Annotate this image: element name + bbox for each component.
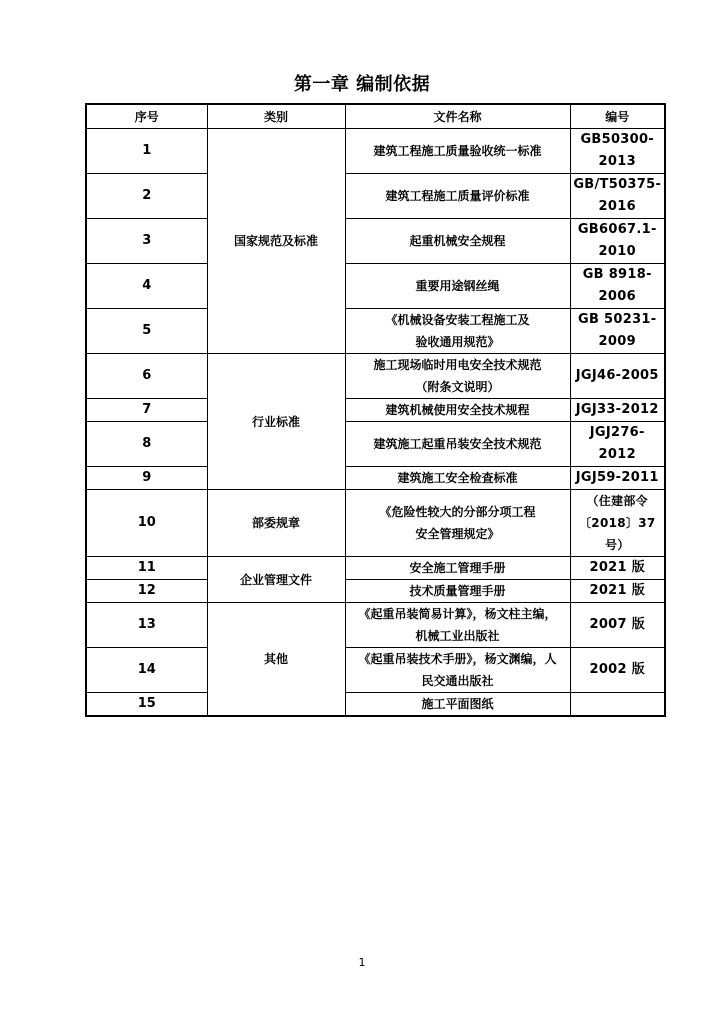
code-line: （住建部令	[586, 494, 648, 508]
doc-name-cell	[345, 309, 570, 354]
code-line: GB50300-	[580, 132, 655, 147]
code-line: JGJ276-2012	[589, 425, 645, 462]
table-row	[86, 422, 665, 467]
doc-name-line: 安全施工管理手册	[409, 561, 506, 575]
code-cell	[570, 219, 665, 264]
code-line: JGJ59-2011	[575, 470, 659, 485]
code-line: 2009	[598, 334, 636, 349]
row-number: 9	[86, 467, 207, 490]
table-row	[86, 264, 665, 309]
code-cell	[570, 467, 665, 490]
doc-name-cell	[345, 467, 570, 490]
table-row	[86, 174, 665, 219]
code-cell	[570, 693, 665, 717]
doc-name-line: 验收通用规范》	[415, 335, 500, 349]
code-cell	[570, 309, 665, 354]
category-cell: 行业标准	[207, 354, 345, 490]
code-line: GB6067.1-	[577, 222, 657, 237]
doc-name-line: 起重机械安全规程	[409, 234, 506, 248]
doc-name-line: 建筑施工起重吊装安全技术规范	[373, 437, 542, 451]
code-line: 〔2018〕37 号）	[579, 516, 656, 552]
row-number: 14	[86, 648, 207, 693]
row-number: 8	[86, 422, 207, 467]
doc-name-line: 施工现场临时用电安全技术规范	[373, 358, 542, 372]
category-cell: 企业管理文件	[207, 557, 345, 603]
doc-name-line: 建筑工程施工质量验收统一标准	[373, 144, 542, 158]
doc-name-line: 建筑工程施工质量评价标准	[385, 189, 530, 203]
code-cell	[570, 490, 665, 557]
code-cell	[570, 174, 665, 219]
table-row	[86, 580, 665, 603]
code-line: 2007 版	[589, 617, 645, 632]
doc-name-cell	[345, 693, 570, 717]
row-number: 15	[86, 693, 207, 717]
table-row	[86, 219, 665, 264]
doc-name-line: 安全管理规定》	[415, 527, 500, 541]
code-line: GB/T50375-	[573, 177, 662, 192]
doc-name-cell	[345, 422, 570, 467]
row-number: 13	[86, 603, 207, 648]
doc-name-line: 《机械设备安装工程施工及	[385, 313, 530, 327]
table-row	[86, 557, 665, 580]
row-number: 7	[86, 399, 207, 422]
doc-name-cell	[345, 557, 570, 580]
table-row	[86, 467, 665, 490]
doc-name-line: 建筑施工安全检查标准	[397, 471, 518, 485]
doc-name-line: 技术质量管理手册	[409, 584, 506, 598]
code-cell	[570, 603, 665, 648]
row-number: 12	[86, 580, 207, 603]
table-row	[86, 129, 665, 174]
code-cell	[570, 354, 665, 399]
code-line: 2013	[598, 154, 636, 169]
doc-name-line: 《起重吊装简易计算》，杨文柱主编，	[358, 607, 557, 621]
row-number: 11	[86, 557, 207, 580]
table-row	[86, 309, 665, 354]
code-cell	[570, 422, 665, 467]
table-row	[86, 399, 665, 422]
doc-name-line: （附条文说明）	[415, 380, 500, 394]
code-line: 2010	[598, 244, 636, 259]
code-cell	[570, 129, 665, 174]
code-line: 2002 版	[589, 662, 645, 677]
doc-name-cell	[345, 264, 570, 309]
code-line: JGJ33-2012	[575, 402, 659, 417]
code-line: 2021 版	[589, 560, 645, 575]
code-cell	[570, 557, 665, 580]
row-number: 4	[86, 264, 207, 309]
code-cell	[570, 264, 665, 309]
doc-name-cell	[345, 648, 570, 693]
doc-name-line: 施工平面图纸	[421, 697, 494, 711]
basis-table	[85, 103, 666, 717]
doc-name-cell	[345, 399, 570, 422]
doc-name-cell	[345, 219, 570, 264]
chapter-title: 第一章 编制依据	[293, 74, 431, 95]
page-number: 1	[358, 956, 366, 969]
table-row	[86, 603, 665, 648]
code-line: 2021 版	[589, 583, 645, 598]
header-doc-name: 文件名称	[345, 104, 570, 129]
code-line: 2016	[598, 199, 636, 214]
doc-name-cell	[345, 129, 570, 174]
category-cell: 部委规章	[207, 490, 345, 557]
doc-name-line: 《起重吊装技术手册》，杨文渊编，人	[358, 652, 557, 666]
doc-name-cell	[345, 490, 570, 557]
code-line: JGJ46-2005	[575, 368, 659, 383]
doc-name-line: 《危险性较大的分部分项工程	[379, 505, 536, 519]
table-row	[86, 490, 665, 557]
row-number: 1	[86, 129, 207, 174]
header-category: 类别	[207, 104, 345, 129]
row-number: 3	[86, 219, 207, 264]
row-number: 2	[86, 174, 207, 219]
table-row	[86, 354, 665, 399]
doc-name-cell	[345, 174, 570, 219]
code-line: 2006	[598, 289, 636, 304]
doc-name-line: 重要用途钢丝绳	[415, 279, 500, 293]
code-line: GB 8918-	[582, 267, 652, 282]
code-cell	[570, 399, 665, 422]
table-header-row	[86, 104, 665, 129]
category-cell: 其他	[207, 603, 345, 717]
code-cell	[570, 648, 665, 693]
header-seq: 序号	[86, 104, 207, 129]
doc-name-cell	[345, 354, 570, 399]
doc-name-line: 机械工业出版社	[415, 629, 500, 643]
row-number: 10	[86, 490, 207, 557]
doc-name-line: 民交通出版社	[421, 674, 494, 688]
category-cell: 国家规范及标准	[207, 129, 345, 354]
table-row	[86, 693, 665, 717]
doc-name-line: 建筑机械使用安全技术规程	[385, 403, 530, 417]
row-number: 5	[86, 309, 207, 354]
doc-name-cell	[345, 603, 570, 648]
code-line: GB 50231-	[578, 312, 657, 327]
row-number: 6	[86, 354, 207, 399]
code-cell	[570, 580, 665, 603]
doc-name-cell	[345, 580, 570, 603]
header-code: 编号	[570, 104, 665, 129]
table-row	[86, 648, 665, 693]
